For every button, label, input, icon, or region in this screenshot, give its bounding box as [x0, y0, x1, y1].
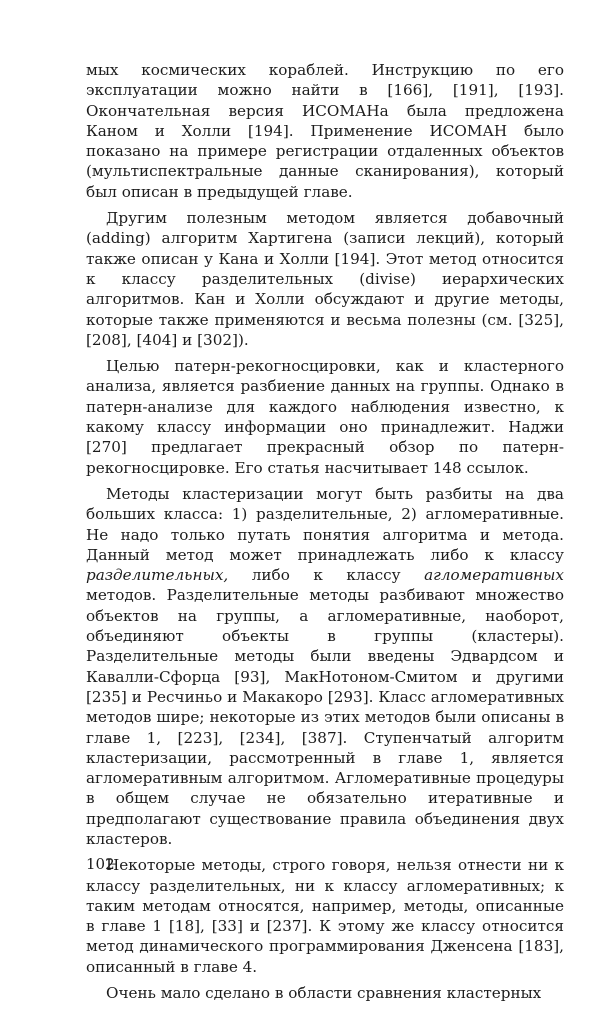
- page-body: [86, 60, 564, 1009]
- paragraph-2-text: Другим полезным методом является добавочный (adding) алгоритм Хартигена (записи лекций), который также описан у Кана и Холли [194]. Этот метод относится к классу разделительных (divise) иерархических алгоритмов. Кан и Холли обсуждают и другие методы, которые также применяются и весьма полезны (см. [325], [208], [404] и [302]).: [86, 209, 564, 349]
- paragraph-3-text: Целью патерн-рекогносцировки, как и кластерного анализа, является разбиение данных на группы. Однако в патерн-анализе для каждого наблюдения известно, к какому классу информации оно принадлежит. Наджи [270] предлагает прекрасный обзор по патерн-рекогносцировке. Его статья насчитывает 148 ссылок.: [86, 357, 564, 477]
- paragraph-1-text: мых космических кораблей. Инструкцию по его эксплуатации можно найти в [166], [191], [193]. Окончательная версия ИСОМАНа была предложена Каном и Холли [194]. Применение ИСОМАН было показано на примере регистрации отдаленных объектов (мультиспектральные данные сканирования), который был описан в предыдущей главе.: [86, 61, 564, 201]
- paragraph-6-text: Очень мало сделано в области сравнения кластерных: [106, 984, 542, 1003]
- paragraph-5: [86, 855, 564, 977]
- page-number: 102: [86, 855, 115, 873]
- paragraph-4-text-a: Методы кластеризации могут быть разбиты на два больших класса: 1) разделительные, 2) агломеративные. Не надо только путать понятия алгоритма и метода. Данный метод может принадлежать либо к классу: [86, 484, 564, 564]
- paragraph-6: [86, 983, 564, 1003]
- paragraph-4: [86, 484, 564, 849]
- paragraph-1: [86, 60, 564, 202]
- paragraph-5-text: Некоторые методы, строго говоря, нельзя отнести ни к классу разделительных, ни к классу агломеративных; к таким методам относятся, например, методы, описанные в главе 1 [18], [33] и [237]. К этому же классу относится метод динамического программирования Дженсена [183], описанный в главе 4.: [86, 856, 564, 976]
- paragraph-4-italic-divisive: разделительных,: [86, 566, 229, 585]
- paragraph-3: [86, 356, 564, 478]
- paragraph-4-text-c: методов. Разделительные методы разбивают множество объектов на группы, а агломеративные, наоборот, объединяют объекты в группы (кластеры). Разделительные методы были введены Эдвардсом и Кавалли-Сфорца [93], МакНотоном-Смитом и другими [235] и Ресчиньо и Макакоро [293]. Класс агломеративных методов шире; некоторые из этих методов были описаны в главе 1, [223], [234], [387]. Ступенчатый алгоритм кластеризации, рассмотренный в главе 1, является агломеративным алгоритмом. Агломеративные процедуры в общем случае не обязательно итеративные и предполагают существование правила объединения двух кластеров.: [86, 586, 564, 848]
- paragraph-4-italic-agglomerative: агломеративных: [424, 566, 564, 585]
- paragraph-2: [86, 208, 564, 350]
- paragraph-4-text-b: либо к классу: [228, 566, 425, 585]
